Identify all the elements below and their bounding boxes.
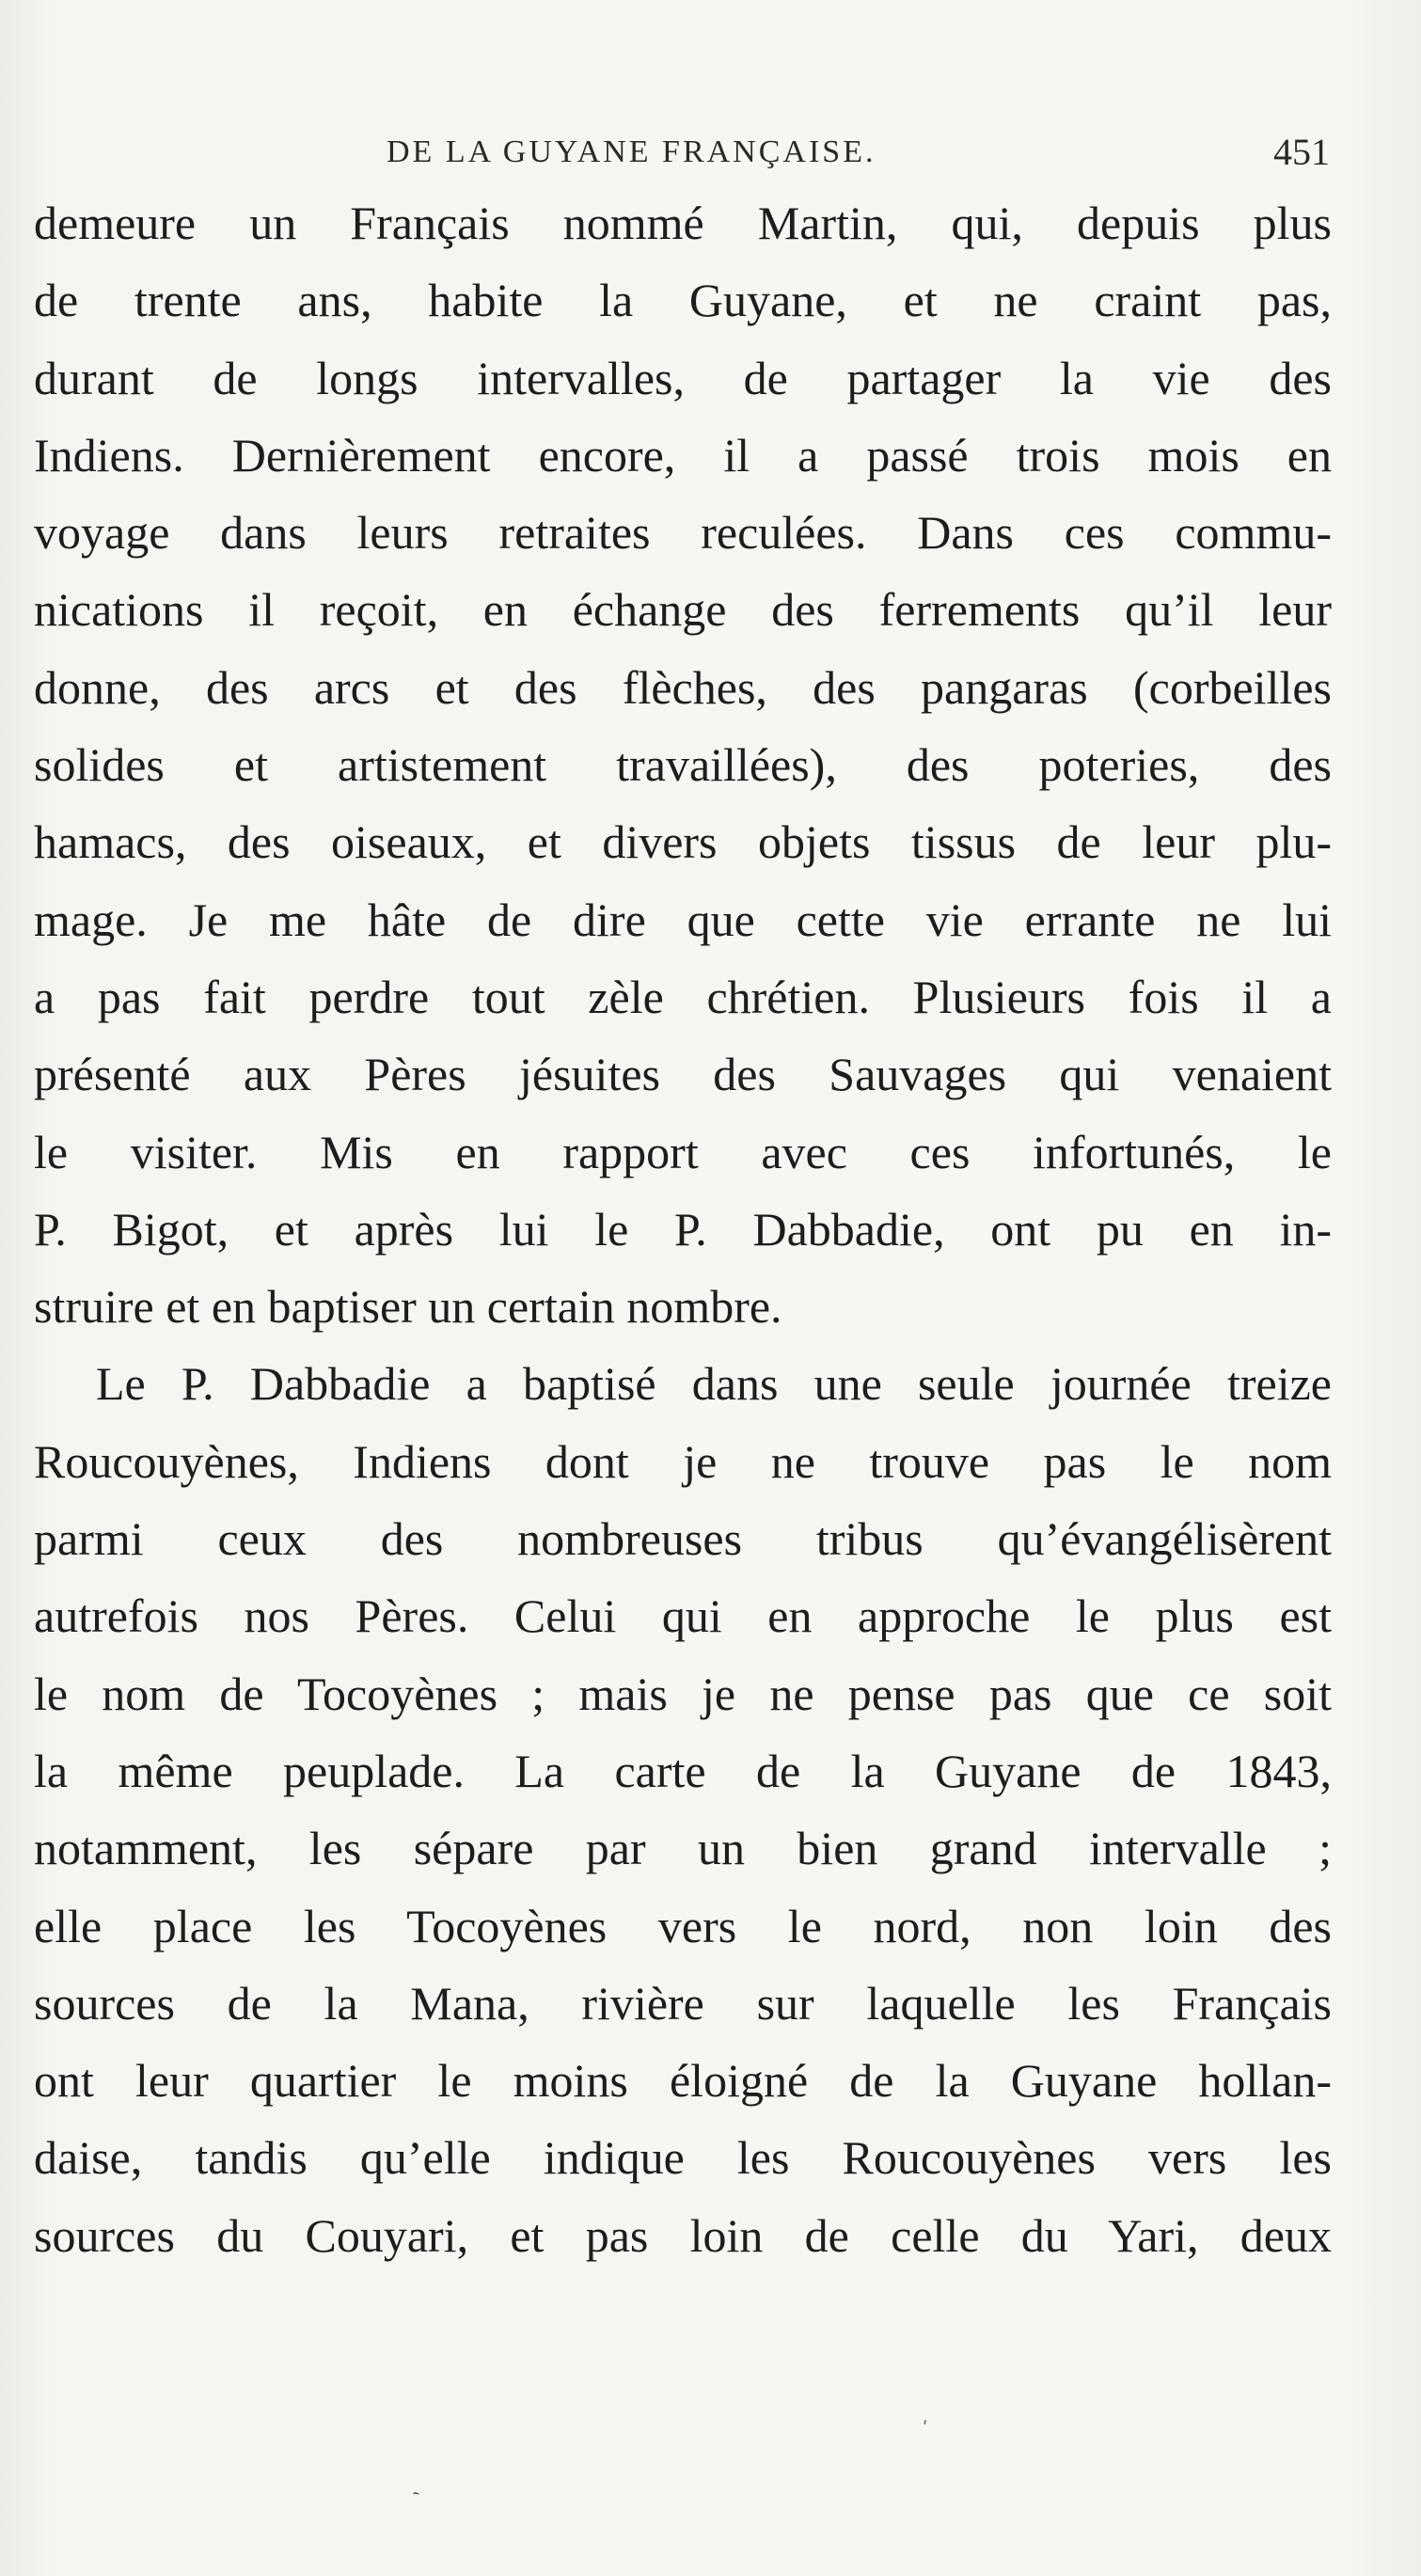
text-line: hamacs, des oiseaux, et divers objets tissus de leur plu-	[34, 815, 1332, 869]
text-line: Roucouyènes, Indiens dont je ne trouve pas le nom	[34, 1434, 1332, 1488]
text-line: elle place les Tocoyènes vers le nord, non loin des	[34, 1899, 1332, 1952]
text-line: daise, tandis qu’elle indique les Roucouyènes vers les	[34, 2131, 1332, 2185]
text-line: notamment, les sépare par un bien grand intervalle ;	[34, 1822, 1332, 1875]
text-line: demeure un Français nommé Martin, qui, depuis plus	[34, 197, 1332, 249]
body-text	[34, 184, 1332, 2274]
text-line: Indiens. Dernièrement encore, il a passé trois mois en	[34, 428, 1332, 482]
page-number: 451	[1273, 131, 1330, 173]
text-line: voyage dans leurs retraites reculées. Dans ces commu-	[34, 506, 1332, 560]
text-line: Le P. Dabbadie a baptisé dans une seule journée treize	[96, 1357, 1332, 1411]
running-head	[34, 124, 1332, 181]
text-line: sources du Couyari, et pas loin de celle du Yari, deux	[34, 2208, 1332, 2262]
text-line: la même peuplade. La carte de la Guyane de 1843,	[34, 1744, 1332, 1797]
stray-mark: ˌ	[920, 2395, 937, 2426]
stray-mark: ˏ	[399, 2468, 422, 2499]
text-line: a pas fait perdre tout zèle chrétien. Plusieurs fois il a	[34, 970, 1332, 1023]
text-line: présenté aux Pères jésuites des Sauvages qui venaient	[34, 1048, 1332, 1101]
text-line: le nom de Tocoyènes ; mais je ne pense pas que ce soit	[34, 1667, 1332, 1720]
text-line: durant de longs intervalles, de partager la vie des	[34, 351, 1332, 404]
text-line: nications il reçoit, en échange des ferrements qu’il leur	[34, 583, 1332, 637]
text-line: ont leur quartier le moins éloigné de la Guyane hollan-	[34, 2054, 1332, 2108]
text-line: de trente ans, habite la Guyane, et ne craint pas,	[34, 274, 1332, 327]
running-title: DE LA GUYANE FRANÇAISE.	[387, 134, 876, 169]
text-line: struire et en baptiser un certain nombre.	[34, 1280, 782, 1334]
text-line: solides et artistement travaillées), des poteries, des	[34, 738, 1332, 792]
text-line: P. Bigot, et après lui le P. Dabbadie, ont pu en in-	[34, 1202, 1332, 1256]
text-line: sources de la Mana, rivière sur laquelle les Français	[34, 1976, 1332, 2030]
text-line: le visiter. Mis en rapport avec ces infortunés, le	[34, 1125, 1332, 1178]
text-line: autrefois nos Pères. Celui qui en approche le plus est	[34, 1589, 1332, 1643]
text-line: mage. Je me hâte de dire que cette vie errante ne lui	[34, 893, 1332, 946]
text-line: donne, des arcs et des flèches, des pangaras (corbeilles	[34, 660, 1332, 714]
text-line: parmi ceux des nombreuses tribus qu’évangélisèrent	[34, 1512, 1332, 1566]
